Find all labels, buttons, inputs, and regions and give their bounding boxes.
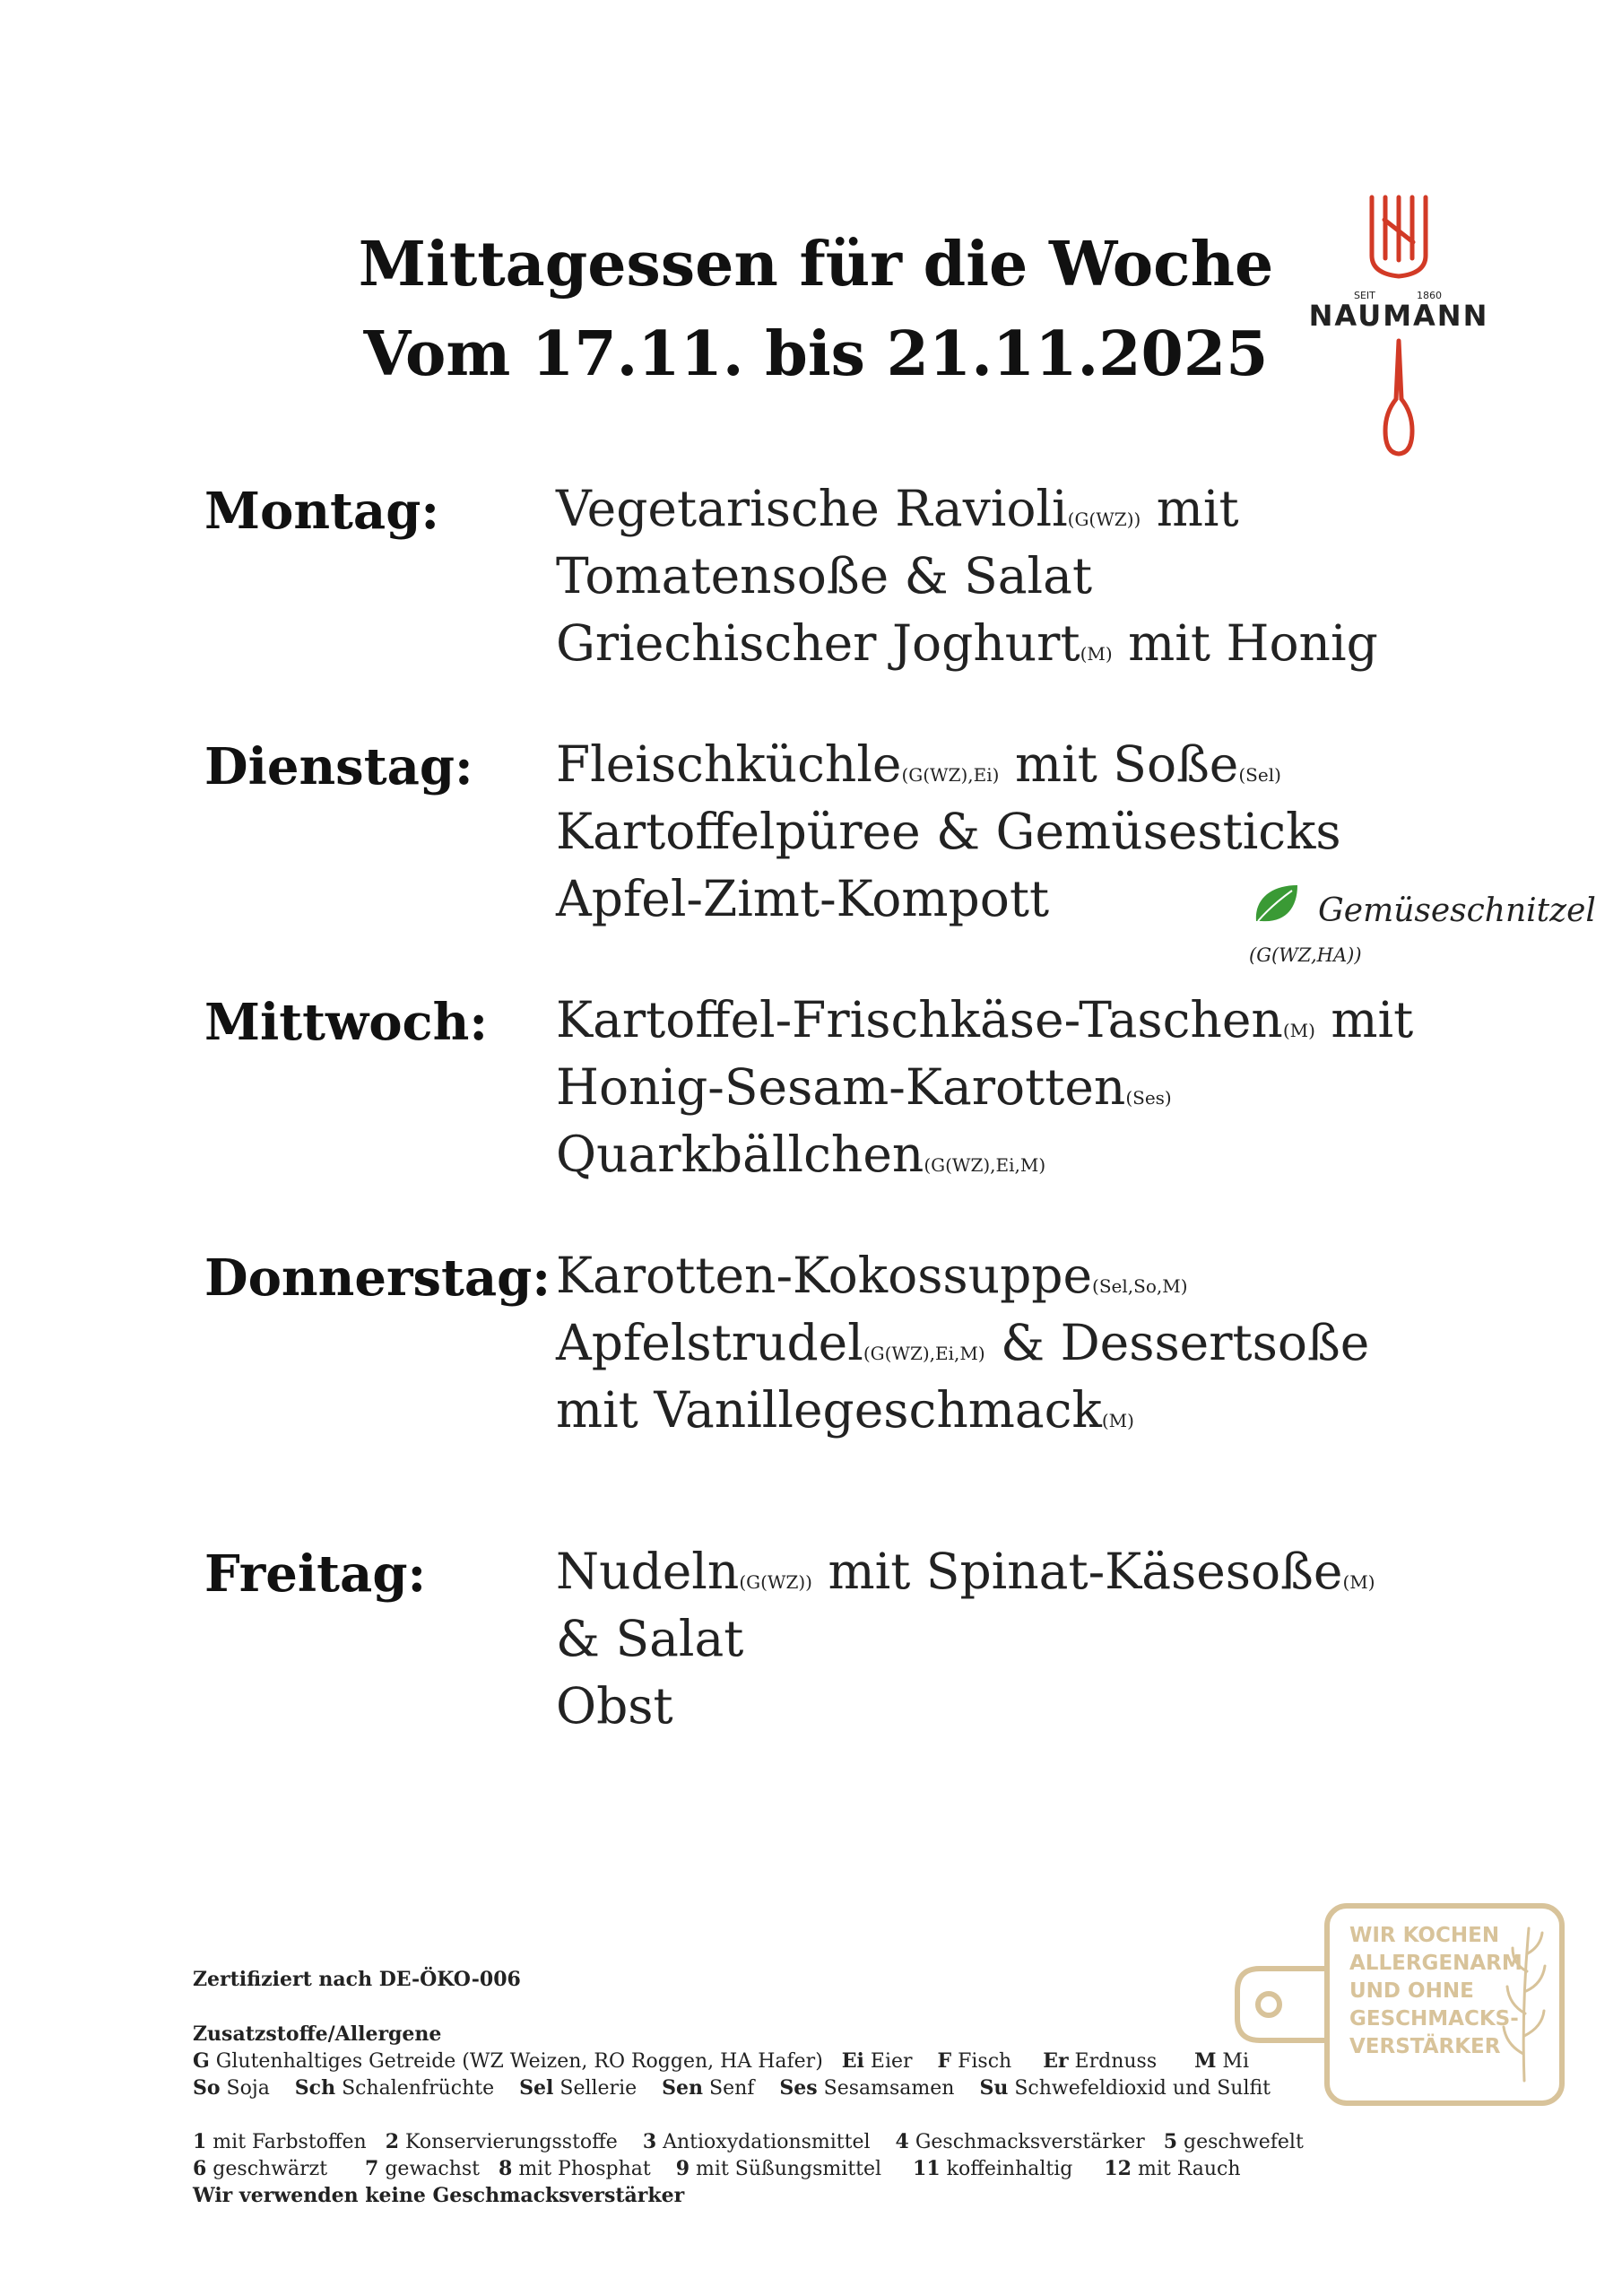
legend-text: geschwärzt	[206, 2158, 366, 2180]
menu-line	[556, 480, 1239, 537]
allergen-legend-line-1	[193, 2049, 1249, 2073]
legend-text: Senf	[703, 2077, 780, 2100]
legend-code: Ses	[779, 2076, 818, 2100]
dish-text: Fleischküchle	[556, 735, 902, 793]
logo-year: 1860	[1417, 290, 1442, 301]
logo-seit: SEIT	[1354, 290, 1375, 301]
allergen-code: (Sel)	[1238, 764, 1281, 786]
legend-code: F	[937, 2049, 952, 2073]
legend-text: Mi	[1216, 2050, 1249, 2073]
allergen-code: (M)	[1101, 1410, 1134, 1431]
legend-text: Sesamsamen	[817, 2077, 980, 2100]
allergen-code: (M)	[1342, 1571, 1375, 1593]
dish-text: mit Spinat-Käsesoße	[811, 1543, 1343, 1600]
dish-text: & Salat	[556, 1610, 744, 1667]
allergen-code: (G(WZ))	[739, 1571, 812, 1593]
dish-text: Apfelstrudel	[556, 1314, 863, 1371]
menu-line	[556, 1543, 1375, 1600]
allergen-code: (G(WZ),Ei,M)	[924, 1154, 1046, 1176]
additives-heading: Zusatzstoffe/Allergene	[193, 2022, 442, 2046]
additive-legend-line-2	[193, 2157, 1241, 2180]
menu-line	[556, 735, 1281, 793]
dish-text: Kartoffelpüree & Gemüsesticks	[556, 803, 1341, 860]
legend-code: 3	[642, 2130, 657, 2153]
legend-code: 5	[1163, 2130, 1178, 2153]
logo-brand: NAUMANN	[1308, 299, 1489, 333]
menu-line	[556, 1677, 673, 1735]
legend-text: geschwefelt	[1177, 2131, 1304, 2153]
legend-code: 11	[913, 2157, 941, 2180]
day-label: Dienstag:	[204, 737, 473, 796]
allergen-code: (Ses)	[1125, 1087, 1172, 1109]
day-label: Donnerstag:	[204, 1248, 551, 1308]
leaf-icon	[1251, 882, 1301, 926]
legend-code: 6	[193, 2157, 207, 2180]
legend-text: Erdnuss	[1068, 2050, 1195, 2073]
day-label: Montag:	[204, 482, 440, 541]
menu-line	[556, 614, 1378, 672]
dish-text: Karotten-Kokossuppe	[556, 1247, 1093, 1304]
dish-text: mit	[1314, 991, 1414, 1048]
legend-code: Sel	[519, 2076, 554, 2100]
stamp-text-line: GESCHMACKS-	[1349, 2007, 1519, 2031]
allergen-code: (G(WZ),Ei,M)	[863, 1343, 985, 1364]
legend-text: Schwefeldioxid und Sulfit	[1008, 2077, 1271, 2100]
stamp-text-line: VERSTÄRKER	[1349, 2035, 1501, 2058]
stamp-text-line: WIR KOCHEN	[1349, 1924, 1500, 1947]
legend-code: 7	[365, 2157, 379, 2180]
menu-line	[556, 991, 1413, 1048]
dish-text: Tomatensoße & Salat	[556, 547, 1093, 604]
legend-text: koffeinhaltig	[940, 2158, 1105, 2180]
legend-code: Er	[1043, 2049, 1069, 2073]
legend-code: Ei	[841, 2049, 864, 2073]
naumann-fork-logo	[1305, 188, 1493, 457]
legend-text: Geschmacksverstärker	[908, 2131, 1164, 2153]
legend-code: 12	[1104, 2157, 1132, 2180]
stamp-text-line: UND OHNE	[1349, 1979, 1474, 2003]
dish-text: Nudeln	[556, 1543, 740, 1600]
dish-text: Obst	[556, 1677, 673, 1735]
no-enhancers-note: Wir verwenden keine Geschmacksverstärker	[193, 2184, 685, 2207]
menu-line	[556, 870, 1049, 927]
legend-text: Glutenhaltiges Getreide (WZ Weizen, RO Roggen, HA Hafer)	[209, 2050, 842, 2073]
legend-code: 1	[193, 2130, 207, 2153]
legend-text: Soja	[220, 2077, 295, 2100]
menu-line	[556, 547, 1092, 604]
legend-text: Sellerie	[553, 2077, 663, 2100]
legend-text: mit Farbstoffen	[206, 2131, 386, 2153]
dish-text: Quarkbällchen	[556, 1126, 924, 1183]
veggie-alternative-allergens: (G(WZ,HA))	[1249, 944, 1362, 966]
additive-legend-line-1	[193, 2130, 1304, 2153]
allergen-code: (G(WZ))	[1067, 509, 1141, 530]
legend-code: Sen	[662, 2076, 703, 2100]
page-title-line-2: Vom 17.11. bis 21.11.2025	[363, 318, 1269, 390]
legend-code: Sch	[294, 2076, 336, 2100]
allergen-code: (Sel,So,M)	[1092, 1275, 1188, 1297]
menu-line	[556, 1247, 1188, 1304]
legend-text: Antioxydationsmittel	[656, 2131, 896, 2153]
legend-text: Konservierungsstoffe	[399, 2131, 643, 2153]
legend-text: mit Phosphat	[512, 2158, 676, 2180]
legend-text: Eier	[863, 2050, 938, 2073]
legend-code: 2	[385, 2130, 400, 2153]
menu-line	[556, 1610, 743, 1667]
legend-text: Fisch	[951, 2050, 1044, 2073]
legend-code: M	[1194, 2049, 1217, 2073]
menu-line	[556, 1058, 1172, 1116]
day-label: Freitag:	[204, 1544, 427, 1604]
menu-line	[556, 1126, 1045, 1183]
dish-text: Griechischer Joghurt	[556, 614, 1080, 672]
allergen-code: (M)	[1282, 1020, 1315, 1041]
dish-text: Kartoffel-Frischkäse-Taschen	[556, 991, 1283, 1048]
dish-text: Vegetarische Ravioli	[556, 480, 1068, 537]
day-label: Mittwoch:	[204, 993, 489, 1052]
legend-code: 9	[675, 2157, 690, 2180]
legend-code: 8	[499, 2157, 513, 2180]
dish-text: mit Soße	[999, 735, 1239, 793]
menu-line	[556, 1314, 1369, 1371]
legend-text: mit Süßungsmittel	[690, 2158, 914, 2180]
dish-text: mit Vanillegeschmack	[556, 1381, 1102, 1439]
legend-text: Schalenfrüchte	[335, 2077, 520, 2100]
legend-code: 4	[895, 2130, 909, 2153]
certification-note: Zertifiziert nach DE-ÖKO-006	[193, 1968, 521, 1991]
dish-text: Honig-Sesam-Karotten	[556, 1058, 1126, 1116]
legend-code: G	[193, 2049, 210, 2073]
menu-line	[556, 803, 1341, 860]
stamp-text-line: ALLERGENARM	[1349, 1952, 1522, 1975]
dish-text: mit	[1141, 480, 1239, 537]
allergen-code: (G(WZ),Ei)	[901, 764, 1000, 786]
legend-text: mit Rauch	[1131, 2158, 1241, 2180]
allergen-stamp	[1233, 1901, 1566, 2108]
dish-text: Apfel-Zimt-Kompott	[556, 870, 1050, 927]
legend-text: gewachst	[378, 2158, 499, 2180]
dish-text: & Dessertsoße	[984, 1314, 1370, 1371]
menu-line	[556, 1381, 1134, 1439]
allergen-code: (M)	[1080, 643, 1113, 665]
legend-code: Su	[979, 2076, 1009, 2100]
legend-code: So	[193, 2076, 221, 2100]
dish-text: mit Honig	[1112, 614, 1378, 672]
allergen-legend-line-2	[193, 2076, 1271, 2100]
page-title-line-1: Mittagessen für die Woche	[358, 229, 1274, 300]
veggie-alternative-name: Gemüseschnitzel	[1318, 892, 1596, 929]
